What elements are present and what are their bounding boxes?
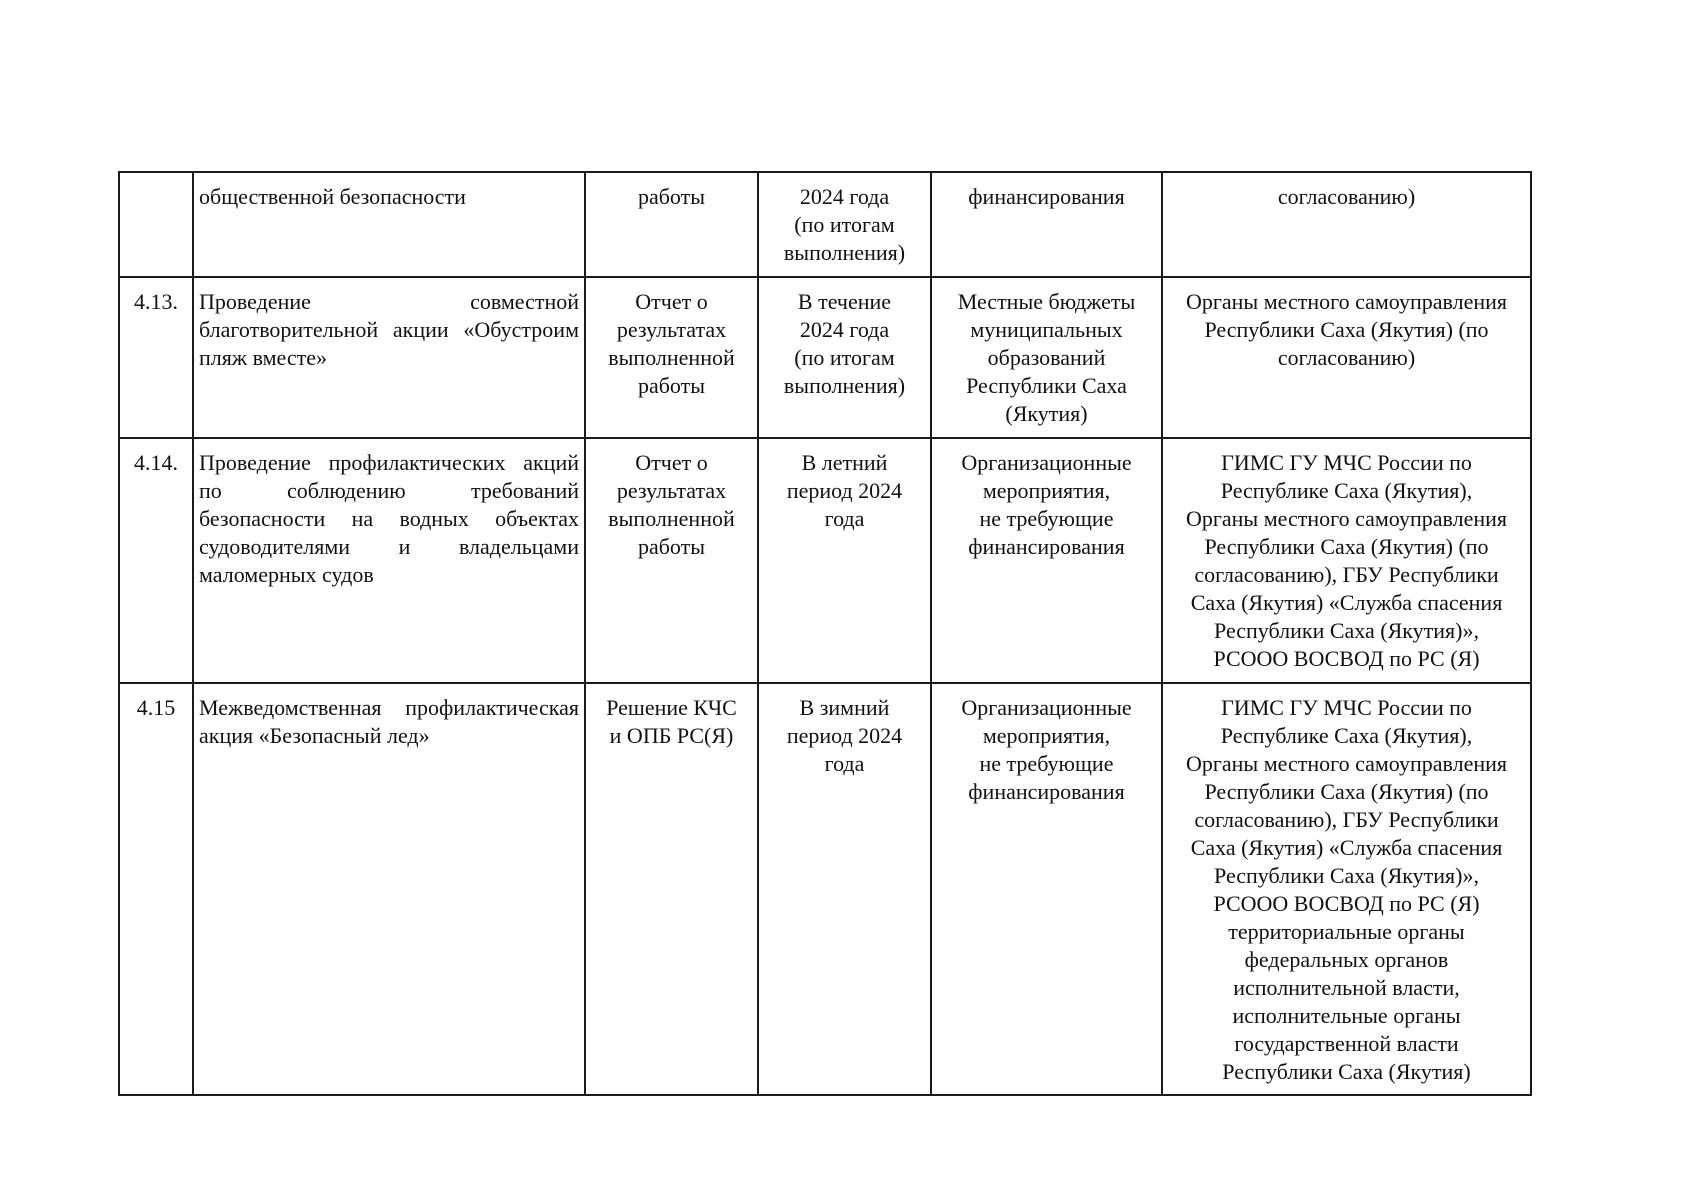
result-cell: Отчет о результатах выполненной работы bbox=[585, 438, 758, 683]
row-number-cell: 4.14. bbox=[119, 438, 193, 683]
funding-source-cell: Организационные мероприятия, не требующие финансирования bbox=[931, 683, 1162, 1095]
row-number-cell: 4.15 bbox=[119, 683, 193, 1095]
executor-cell: ГИМС ГУ МЧС России по Республике Саха (Якутия), Органы местного самоуправления Республики Саха (Якутия) (по согласованию), ГБУ Республики Саха (Якутия) «Служба спасения Республики Саха (Якутия)», РСООО ВОСВОД по РС (Я) bbox=[1162, 438, 1531, 683]
term-cell: В зимний период 2024 года bbox=[758, 683, 931, 1095]
executor-cell: Органы местного самоуправления Республики Саха (Якутия) (по согласованию) bbox=[1162, 277, 1531, 438]
measure-name-cell: Проведение профилактических акций по соблюдению требований безопасности на водных объектах судоводителями и владельцами маломерных судов bbox=[193, 438, 585, 683]
row-number-cell: 4.13. bbox=[119, 277, 193, 438]
table-row bbox=[119, 277, 1531, 438]
measure-name-cell: Межведомственная профилактическая акция «Безопасный лед» bbox=[193, 683, 585, 1095]
term-cell: В летний период 2024 года bbox=[758, 438, 931, 683]
term-cell: В течение 2024 года (по итогам выполнения) bbox=[758, 277, 931, 438]
table-row bbox=[119, 438, 1531, 683]
row-number-cell bbox=[119, 172, 193, 277]
measure-name-cell: Проведение совместной благотворительной акции «Обустроим пляж вместе» bbox=[193, 277, 585, 438]
funding-source-cell: финансирования bbox=[931, 172, 1162, 277]
result-cell: работы bbox=[585, 172, 758, 277]
result-cell: Отчет о результатах выполненной работы bbox=[585, 277, 758, 438]
term-cell: 2024 года (по итогам выполнения) bbox=[758, 172, 931, 277]
measure-name-cell: общественной безопасности bbox=[193, 172, 585, 277]
table-row bbox=[119, 172, 1531, 277]
funding-source-cell: Организационные мероприятия, не требующие финансирования bbox=[931, 438, 1162, 683]
table-row bbox=[119, 683, 1531, 1095]
result-cell: Решение КЧС и ОПБ РС(Я) bbox=[585, 683, 758, 1095]
executor-cell: согласованию) bbox=[1162, 172, 1531, 277]
executor-cell: ГИМС ГУ МЧС России по Республике Саха (Якутия), Органы местного самоуправления Республики Саха (Якутия) (по согласованию), ГБУ Республики Саха (Якутия) «Служба спасения Республики Саха (Якутия)», РСООО ВОСВОД по РС (Я) территориальные органы федеральных органов исполнительной власти, исполнительные органы государственной власти Республики Саха (Якутия) bbox=[1162, 683, 1531, 1095]
measures-table bbox=[118, 171, 1532, 1096]
funding-source-cell: Местные бюджеты муниципальных образований Республики Саха (Якутия) bbox=[931, 277, 1162, 438]
